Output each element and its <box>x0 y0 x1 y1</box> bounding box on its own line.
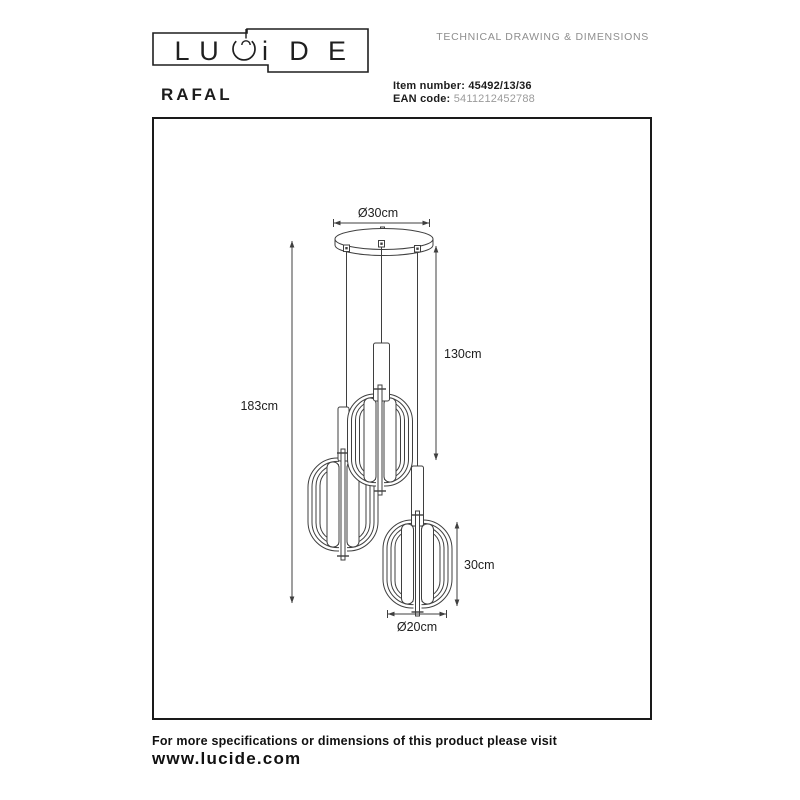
technical-drawing <box>152 117 652 720</box>
dim-cord-drop: 130cm <box>444 347 482 361</box>
ean-code-line <box>393 93 535 105</box>
logo-letter-d: D <box>289 36 309 66</box>
logo-letter-u: U <box>199 36 219 66</box>
lucide-logo <box>150 25 372 77</box>
dim-shade-diameter: Ø20cm <box>396 620 438 634</box>
footer-note: For more specifications or dimensions of this product please visit <box>152 734 557 748</box>
ean-code-label: EAN code: <box>393 93 451 105</box>
item-number-value: 45492/13/36 <box>468 80 532 92</box>
cord-connector-2 <box>379 241 385 248</box>
pendant-lamp-art <box>308 227 452 616</box>
item-number-line <box>393 80 532 92</box>
page-title: RAFAL <box>161 85 233 104</box>
logo-letter-e: E <box>327 36 347 66</box>
item-number-label: Item number: <box>393 80 466 92</box>
cord-connector-3 <box>415 246 421 253</box>
logo-letter-l: L <box>174 36 190 66</box>
logo-letter-i: i <box>262 36 268 66</box>
dim-total-height: 183cm <box>240 399 278 413</box>
dim-canopy-diameter: Ø30cm <box>357 206 399 220</box>
dim-shade-height: 30cm <box>464 558 495 572</box>
footer-website: www.lucide.com <box>152 749 302 768</box>
cord-connector-1 <box>344 245 350 252</box>
doc-type-label: TECHNICAL DRAWING & DIMENSIONS <box>436 31 649 43</box>
ean-code-value: 5411212452788 <box>453 93 536 105</box>
